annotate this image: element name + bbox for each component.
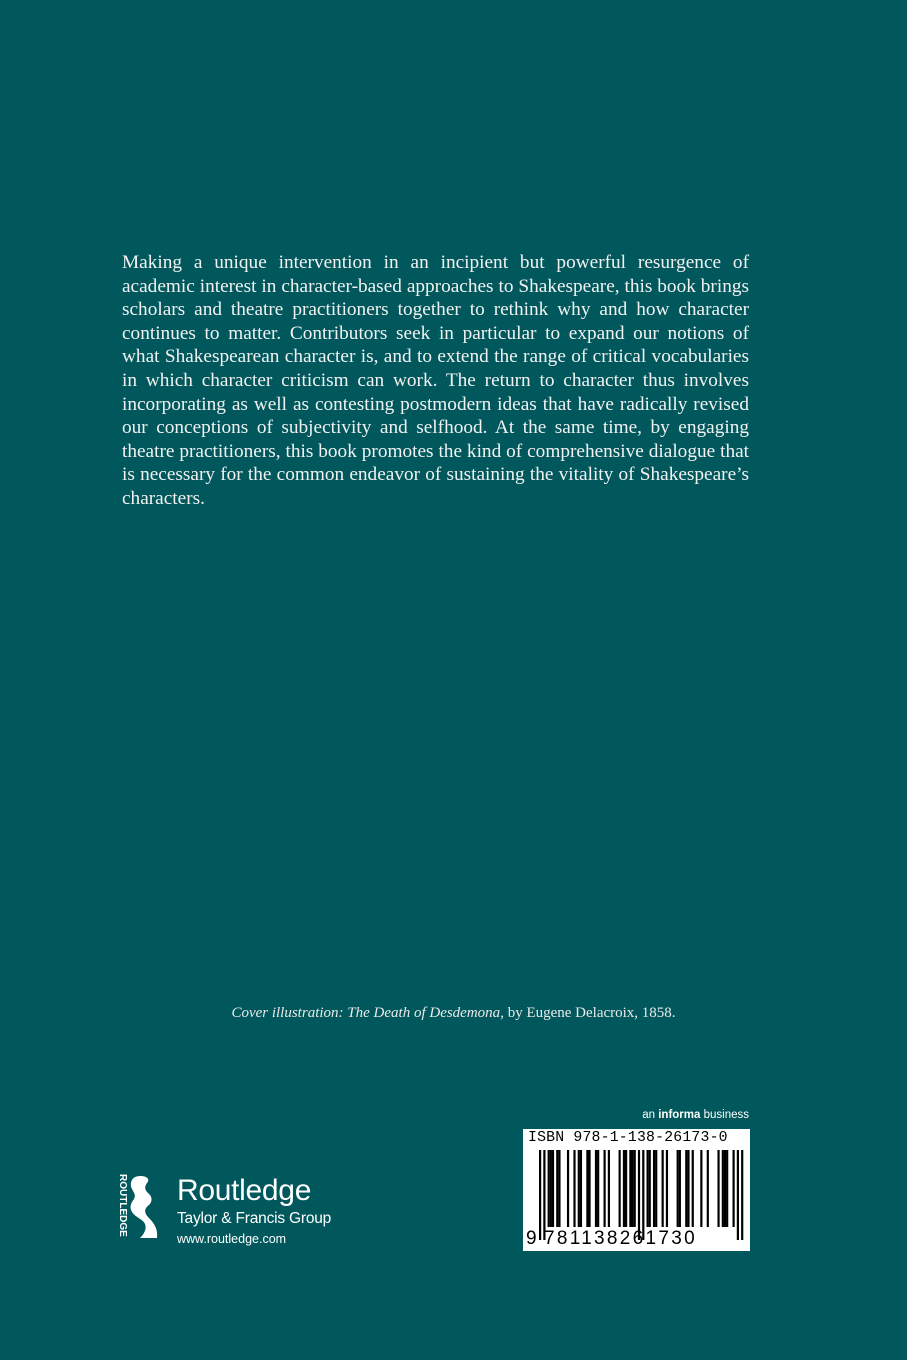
barcode-bar bbox=[539, 1150, 541, 1240]
barcode-bar bbox=[619, 1150, 621, 1227]
barcode-bar bbox=[717, 1150, 719, 1227]
barcode-bar bbox=[623, 1150, 625, 1227]
informa-name: informa bbox=[658, 1109, 701, 1121]
informa-suffix: business bbox=[703, 1109, 749, 1121]
barcode-bar bbox=[552, 1150, 554, 1227]
barcode-bar bbox=[597, 1150, 599, 1227]
barcode-bar bbox=[625, 1150, 627, 1227]
barcode-bar bbox=[700, 1150, 702, 1227]
barcode-bar bbox=[733, 1150, 735, 1227]
publisher-brand bbox=[177, 1175, 331, 1247]
caption-label: Cover illustration: bbox=[231, 1005, 344, 1021]
informa-tagline bbox=[523, 1109, 749, 1121]
barcode-bar bbox=[608, 1150, 610, 1227]
barcode-bar bbox=[578, 1150, 580, 1227]
back-cover-blurb: Making a unique intervention in an incipient but powerful resurgence of academic interest in character-based approaches to Shakespeare, this book brings scholars and theatre practitioners together to rethink why and how character continues to matter. Contributors seek in particular to expand our notions of what Shakespearean character is, and to extend the range of critical vocabularies in which character criticism can work. The return to character thus involves incorporating as well as contesting postmodern ideas that have radically revised our conceptions of subjectivity and selfhood. At the same time, by engaging theatre practitioners, this book promotes the kind of comprehensive dialogue that is necessary for the common endeavor of sustaining the vitality of Shakespeare’s characters. bbox=[122, 252, 749, 509]
barcode-bar bbox=[666, 1150, 668, 1227]
barcode-bar bbox=[649, 1150, 651, 1227]
caption-artwork-title: The Death of Desdemona bbox=[347, 1005, 501, 1021]
barcode-bar bbox=[586, 1150, 588, 1227]
barcode-bar bbox=[726, 1150, 728, 1227]
barcode-bar bbox=[679, 1150, 681, 1227]
ean-digits: 781138261730 bbox=[544, 1228, 697, 1249]
barcode-bar bbox=[642, 1150, 644, 1240]
barcode-bar bbox=[631, 1150, 633, 1227]
barcode-bar bbox=[737, 1150, 739, 1240]
barcode-bar bbox=[692, 1150, 694, 1227]
barcode-bar bbox=[724, 1150, 726, 1227]
barcode-bar bbox=[550, 1150, 552, 1227]
barcode-bar bbox=[548, 1150, 550, 1227]
barcode-bar bbox=[595, 1150, 597, 1227]
barcode-bar bbox=[655, 1150, 657, 1227]
barcode-bar bbox=[707, 1150, 709, 1227]
publisher-group: Taylor & Francis Group bbox=[177, 1210, 332, 1227]
barcode-bar bbox=[687, 1150, 689, 1227]
barcode-bar bbox=[677, 1150, 679, 1227]
barcode-bar bbox=[588, 1150, 590, 1227]
routledge-logo-text: ROUTLEDGE bbox=[117, 1174, 128, 1237]
barcode-bar bbox=[662, 1150, 664, 1227]
publisher-url[interactable]: www.routledge.com bbox=[177, 1232, 287, 1246]
barcode-bar bbox=[567, 1150, 569, 1227]
barcode-bar bbox=[741, 1150, 743, 1240]
informa-prefix: an bbox=[642, 1109, 656, 1121]
barcode-bar bbox=[573, 1150, 575, 1227]
barcode-bar bbox=[638, 1150, 640, 1240]
routledge-logo-icon bbox=[107, 1172, 167, 1242]
caption-artist: , by Eugene Delacroix, 1858. bbox=[500, 1005, 676, 1021]
cover-illustration-credit bbox=[0, 1005, 907, 1022]
barcode-bar bbox=[604, 1150, 606, 1227]
barcode-bar bbox=[629, 1150, 631, 1227]
barcode-bar bbox=[722, 1150, 724, 1227]
barcode-bar bbox=[580, 1150, 582, 1227]
barcode-bar bbox=[653, 1150, 655, 1227]
isbn-barcode bbox=[523, 1129, 750, 1251]
barcode-bar bbox=[647, 1150, 649, 1227]
barcode-bar bbox=[685, 1150, 687, 1227]
barcode-bar bbox=[556, 1150, 558, 1227]
barcode-bar bbox=[558, 1150, 560, 1227]
barcode-bar bbox=[634, 1150, 636, 1227]
ean-first-digit: 9 bbox=[526, 1228, 537, 1249]
publisher-name: Routledge bbox=[177, 1174, 312, 1207]
barcode-bar bbox=[543, 1150, 545, 1240]
isbn-number: ISBN 978-1-138-26173-0 bbox=[528, 1130, 728, 1146]
